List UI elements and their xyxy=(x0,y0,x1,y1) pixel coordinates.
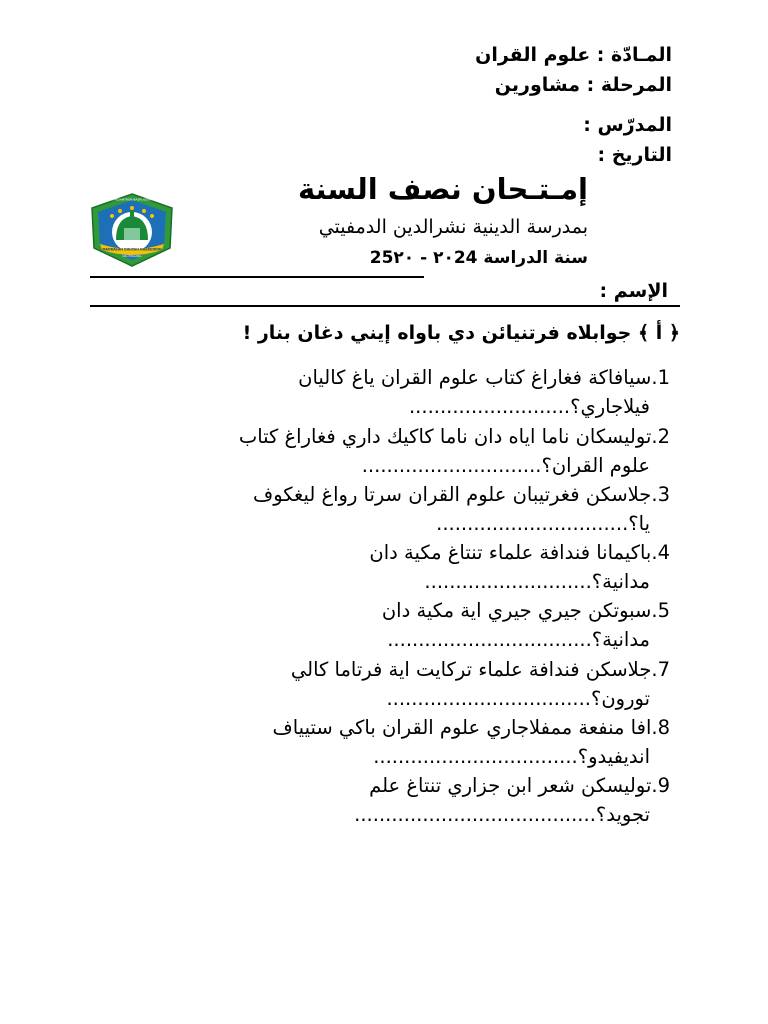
date-label: التاريخ : xyxy=(597,144,672,166)
answer-line: مدانية؟................................. xyxy=(387,628,650,651)
question-text: توليسكن شعر ابن جزاري تنتاغ علم xyxy=(369,774,652,797)
subject-label: المـادّة : علوم القران xyxy=(475,44,672,66)
question-item xyxy=(90,713,670,771)
question-number: 4. xyxy=(651,541,670,564)
answer-line: يا؟............................... xyxy=(436,512,650,535)
section-marker: ﴿ أ ﴾ xyxy=(637,322,680,344)
question-number: 7. xyxy=(651,658,670,681)
divider-main xyxy=(90,305,680,307)
question-number: 1. xyxy=(651,366,670,389)
stage-label: المرحلة : مشاورين xyxy=(494,74,672,96)
divider-short xyxy=(90,276,424,278)
question-text: افا منفعة ممفلاجاري علوم القران باكي ستيياف xyxy=(272,716,652,739)
instruction xyxy=(243,322,680,344)
question-number: 5. xyxy=(651,599,670,622)
question-item xyxy=(90,480,670,538)
answer-line: تورون؟................................. xyxy=(386,687,650,710)
answer-line: انديفيدو؟................................. xyxy=(373,745,650,768)
answer-line: تجويد؟....................................... xyxy=(354,803,650,826)
question-text: باكيمانا فندافة علماء تنتاغ مكية دان xyxy=(369,541,652,564)
answer-line: مدانية؟........................... xyxy=(424,570,650,593)
question-text: سيافاكة فغاراغ كتاب علوم القران ياغ كاليان xyxy=(298,366,652,389)
exam-title: إمـتـحان نصف السنة xyxy=(297,172,588,206)
answer-line: علوم القران؟............................. xyxy=(361,454,650,477)
question-text: جلاسكن فغرتيبان علوم القران سرتا رواغ ليغكوف xyxy=(252,483,652,506)
question-text: جلاسكن فندافة علماء تركايت اية فرتاما كالي xyxy=(290,658,652,681)
question-item xyxy=(90,771,670,829)
question-number: 2. xyxy=(651,425,670,448)
logo-bottom-text: MADRASAH DINIYAH NASRUDDIN xyxy=(102,247,162,252)
question-number: 9. xyxy=(651,774,670,797)
question-item xyxy=(90,422,670,480)
question-item xyxy=(90,655,670,713)
school-logo-icon xyxy=(86,192,178,268)
question-text: توليسكان ناما اياه دان ناما كاكيك داري فغاراغ كتاب xyxy=(238,425,652,448)
question-item xyxy=(90,363,670,421)
logo-city-text: DAU MALANG xyxy=(122,254,142,258)
answer-line: فيلاجاري؟.......................... xyxy=(408,395,650,418)
logo-top-text: PONDOK PESANTREN NASRUDDIN DAMPIT xyxy=(100,197,164,202)
academic-year: سنة الدراسة ٢٠24 - 25٢٠ xyxy=(369,248,588,268)
school-name: بمدرسة الدينية نشرالدين الدمفيتي xyxy=(318,216,588,238)
question-text: سبوتكن جيري جيري اية مكية دان xyxy=(381,599,652,622)
name-label: الإسم : xyxy=(599,280,668,302)
teacher-label: المدرّس : xyxy=(583,114,672,136)
question-number: 3. xyxy=(651,483,670,506)
question-item xyxy=(90,596,670,654)
instruction-text: جوابلاه فرتنيائن دي باواه إيني دغان بنار ! xyxy=(242,322,632,344)
question-item xyxy=(90,538,670,596)
question-number: 8. xyxy=(651,716,670,739)
